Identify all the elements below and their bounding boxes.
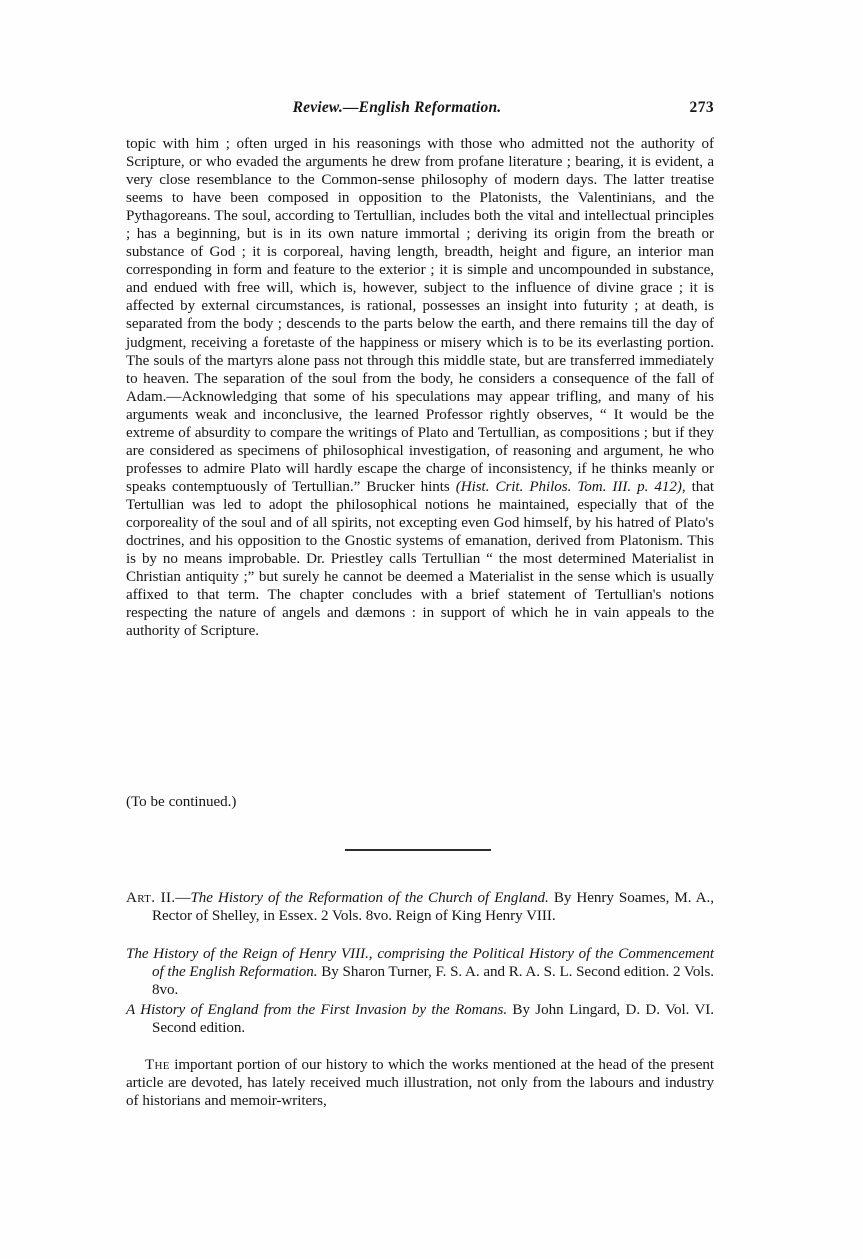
bibliography-line	[126, 1001, 714, 1037]
book-imprint-1: By Henry Soames, M. A., Rector of Shelley, in Essex. 2 Vols. 8vo. Reign of King Henry VIII.	[152, 890, 714, 925]
review-text-part-2: , that Tertullian was led to adopt the philosophical notions he maintained, especially that of the corporeality of the soul and of all spirits, not excepting even God himself, by his hatred of Plato's doctrines, and his opposition to the Gnostic systems of emanation, derived from Platonism. This is by no means improbable. Dr. Priestley calls Tertullian “ the most determined Materialist in Christian antiquity ;” but surely he cannot be deemed a Materialist in the sense which is usually affixed to that term. The chapter concludes with a brief statement of Tertullian's notions respecting the nature of angels and dæmons : in support of which he in vain appeals to the authority of Scripture.	[126, 478, 714, 640]
review-paragraph	[126, 135, 714, 640]
bibliography-entry-2	[126, 945, 714, 1000]
book-imprint-3: By John Lingard, D. D. Vol. VI. Second edition.	[152, 1002, 714, 1037]
page-number: 273	[689, 99, 714, 116]
bibliography-entry-1	[126, 889, 714, 925]
new-article-paragraph	[126, 1056, 714, 1110]
section-divider-rule	[345, 849, 491, 851]
citation-reference: (Hist. Crit. Philos. Tom. III. p. 412)	[455, 478, 682, 495]
new-article-opening-block	[126, 1056, 714, 1110]
bibliography-line	[126, 945, 714, 1000]
opening-small-caps: The	[145, 1057, 170, 1073]
running-head	[126, 99, 714, 121]
book-title-3: A History of England from the First Invasion by the Romans.	[126, 1002, 508, 1018]
article-label-dash: —	[175, 890, 191, 906]
book-title-1: The History of the Reformation of the Church of England.	[190, 890, 549, 906]
review-text-part-1: topic with him ; often urged in his reasonings with those who admitted not the authority of Scripture, or who evaded the arguments he drew from profane literature ; bearing, it is evident, a very close resemblance to the Common-sense philosophy of modern days. The latter treatise seems to have been composed in opposition to the Platonists, the Valentinians, and the Pythagoreans. The soul, according to Tertullian, includes both the vital and intellectual principles ; has a beginning, but is in its own nature immortal ; deriving its origin from the breath or substance of God ; it is corporeal, having length, breadth, height and figure, an interior man corresponding in form and feature to the exterior ; it is simple and uncompounded in substance, and endued with free will, which is, however, subject to the influence of divine grace ; it is affected by external circumstances, is rational, possesses an insight into futurity ; at death, is separated from the body ; descends to the parts below the earth, and there remains till the day of judgment, receiving a foretaste of the happiness or misery which is to be its everlasting portion. The souls of the martyrs alone pass not through this middle state, but are transferred immediately to heaven. The separation of the soul from the body, he considers a consequence of the fall of Adam.—Acknowledging that some of his speculations may appear trifling, and many of his arguments weak and inconclusive, the learned Professor rightly observes, “ It would be the extreme of absurdity to compare the writings of Plato and Tertullian, as compositions ; but if they are considered as specimens of philosophical investigation, of reasoning and argument, he who professes to admire Plato will hardly escape the charge of inconsistency, if he thinks meanly or speaks contemptuously of Tertullian.” Brucker hints	[126, 136, 714, 495]
opening-text: important portion of our history to which the works mentioned at the head of the present article are devoted, has lately received much illustration, not only from the labours and industry of historians and memoir-writers,	[126, 1057, 714, 1110]
book-title-2: The History of the Reign of Henry VIII., comprising the Political History of the Commencement of the English Reformation.	[126, 946, 714, 981]
to-be-continued-block	[126, 793, 714, 811]
article-number-label: Art. II.	[126, 890, 176, 906]
to-be-continued-note: (To be continued.)	[126, 794, 237, 810]
bibliography-line	[126, 889, 714, 925]
review-body-block	[126, 135, 714, 640]
book-imprint-2: By Sharon Turner, F. S. A. and R. A. S. L. Second edition. 2 Vols. 8vo.	[152, 964, 715, 999]
bibliography-entry-3	[126, 1001, 714, 1037]
running-head-title: Review.—English Reformation.	[292, 99, 502, 116]
